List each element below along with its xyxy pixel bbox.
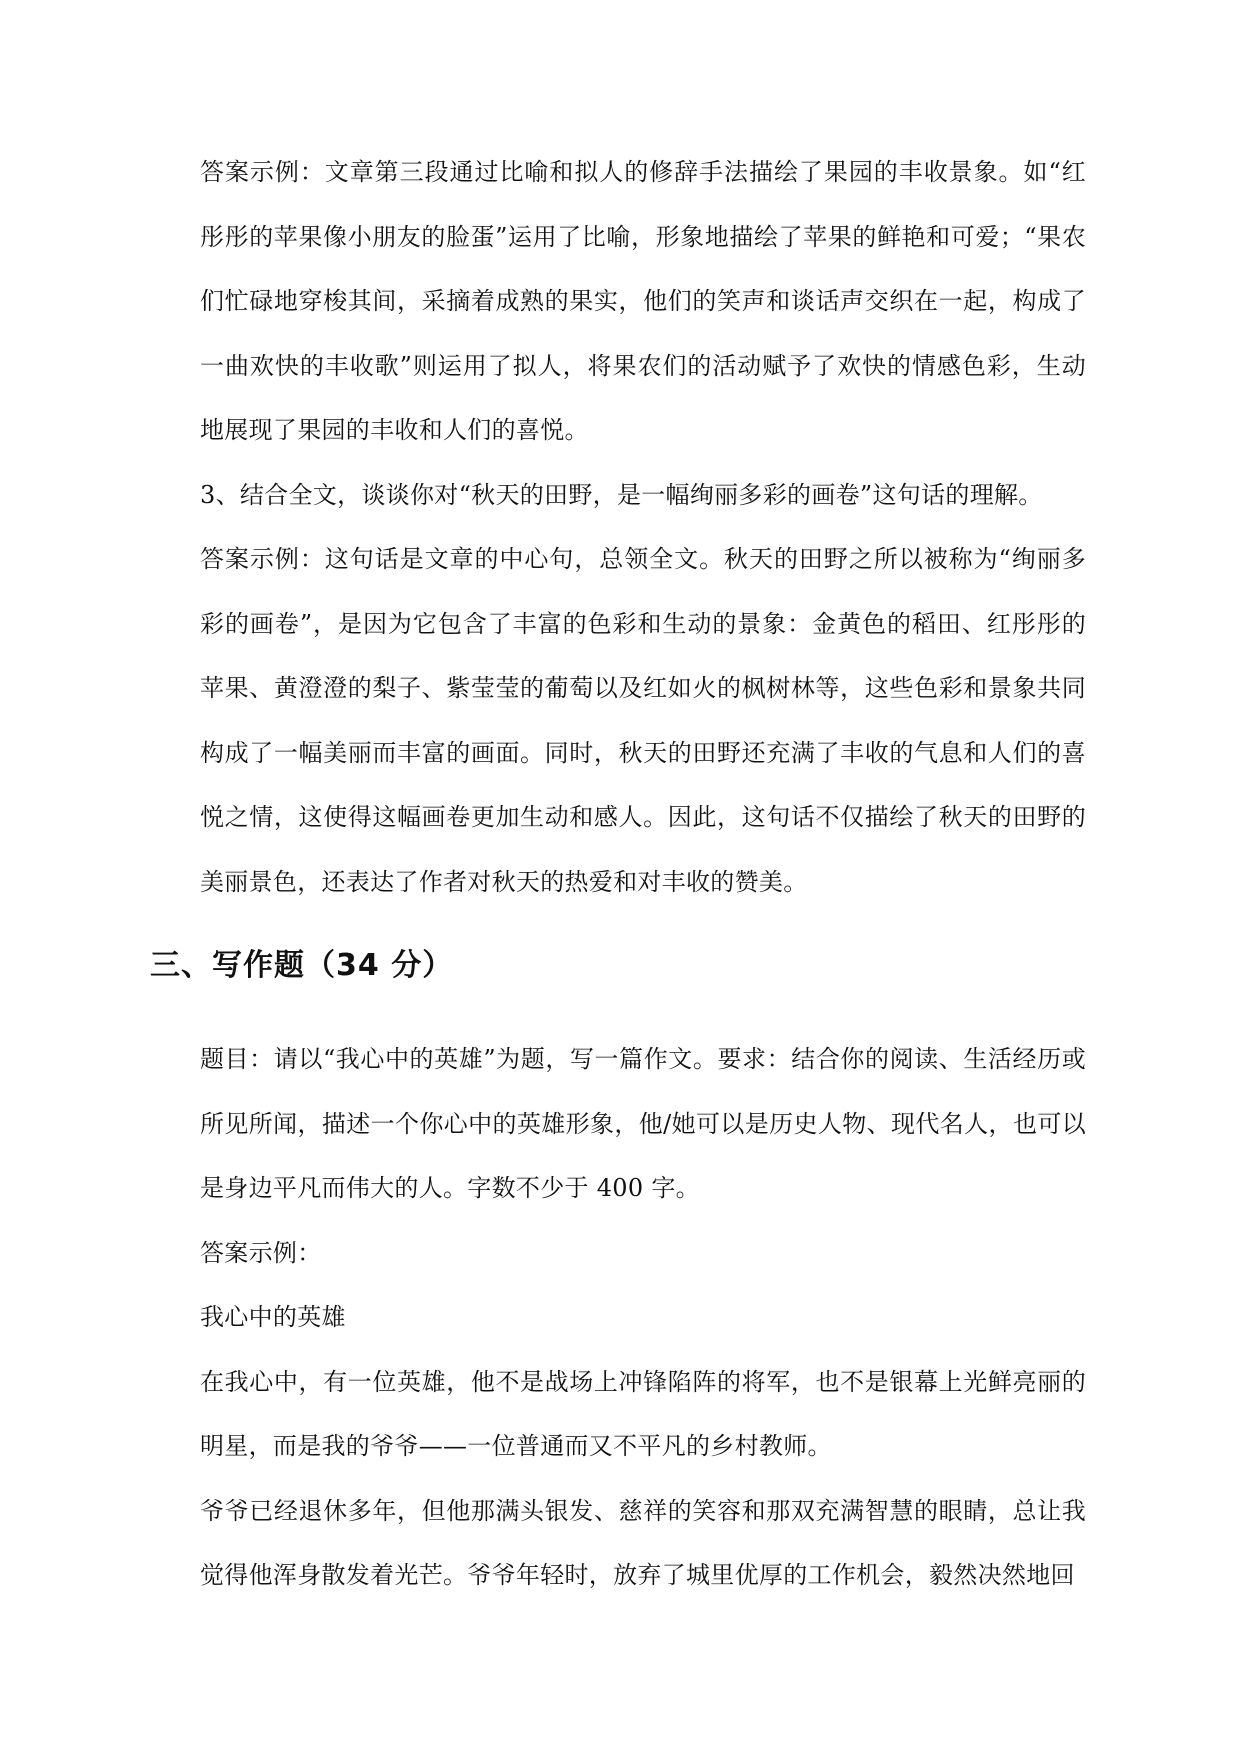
section-three-body [200,1027,1086,1608]
answer-example-label: 答案示例： [200,1238,322,1267]
question-3-answer: 答案示例：这句话是文章的中心句，总领全文。秋天的田野之所以被称为“绚丽多彩的画卷”，是因为它包含了丰富的色彩和生动的景象：金黄色的稻田、红彤彤的苹果、黄澄澄的梨子、紫莹莹的葡萄以及红如火的枫树林等，这些色彩和景象共同构成了一幅美丽而丰富的画面。同时，秋天的田野还充满了丰收的气息和人们的喜悦之情，这使得这幅画卷更加生动和感人。因此，这句话不仅描绘了秋天的田野的美丽景色，还表达了作者对秋天的热爱和对丰收的赞美。 [200,545,1086,896]
question-2-answer: 答案示例：文章第三段通过比喻和拟人的修辞手法描绘了果园的丰收景象。如“红彤彤的苹果像小朋友的脸蛋”运用了比喻，形象地描绘了苹果的鲜艳和可爱；“果农们忙碌地穿梭其间，采摘着成熟的果实，他们的笑声和谈话声交织在一起，构成了一曲欢快的丰收歌”则运用了拟人，将果农们的活动赋予了欢快的情感色彩，生动地展现了果园的丰收和人们的喜悦。 [200,158,1086,444]
essay-paragraph-2: 爷爷已经退休多年，但他那满头银发、慈祥的笑容和那双充满智慧的眼睛，总让我觉得他浑身散发着光芒。爷爷年轻时，放弃了城里优厚的工作机会，毅然决然地回 [200,1496,1086,1589]
writing-prompt: 题目：请以“我心中的英雄”为题，写一篇作文。要求：结合你的阅读、生活经历或所见所闻，描述一个你心中的英雄形象，他/她可以是历史人物、现代名人，也可以是身边平凡而伟大的人。字数不少于 400 字。 [200,1045,1086,1202]
section-three-heading: 三、写作题（34 分） [150,948,454,983]
question-3-prompt: 3、结合全文，谈谈你对“秋天的田野，是一幅绚丽多彩的画卷”这句话的理解。 [200,480,1043,509]
essay-title: 我心中的英雄 [200,1303,346,1331]
section-two-answers [200,140,1086,914]
essay-paragraph-1: 在我心中，有一位英雄，他不是战场上冲锋陷阵的将军，也不是银幕上光鲜亮丽的明星，而是我的爷爷——一位普通而又不平凡的乡村教师。 [200,1367,1086,1460]
